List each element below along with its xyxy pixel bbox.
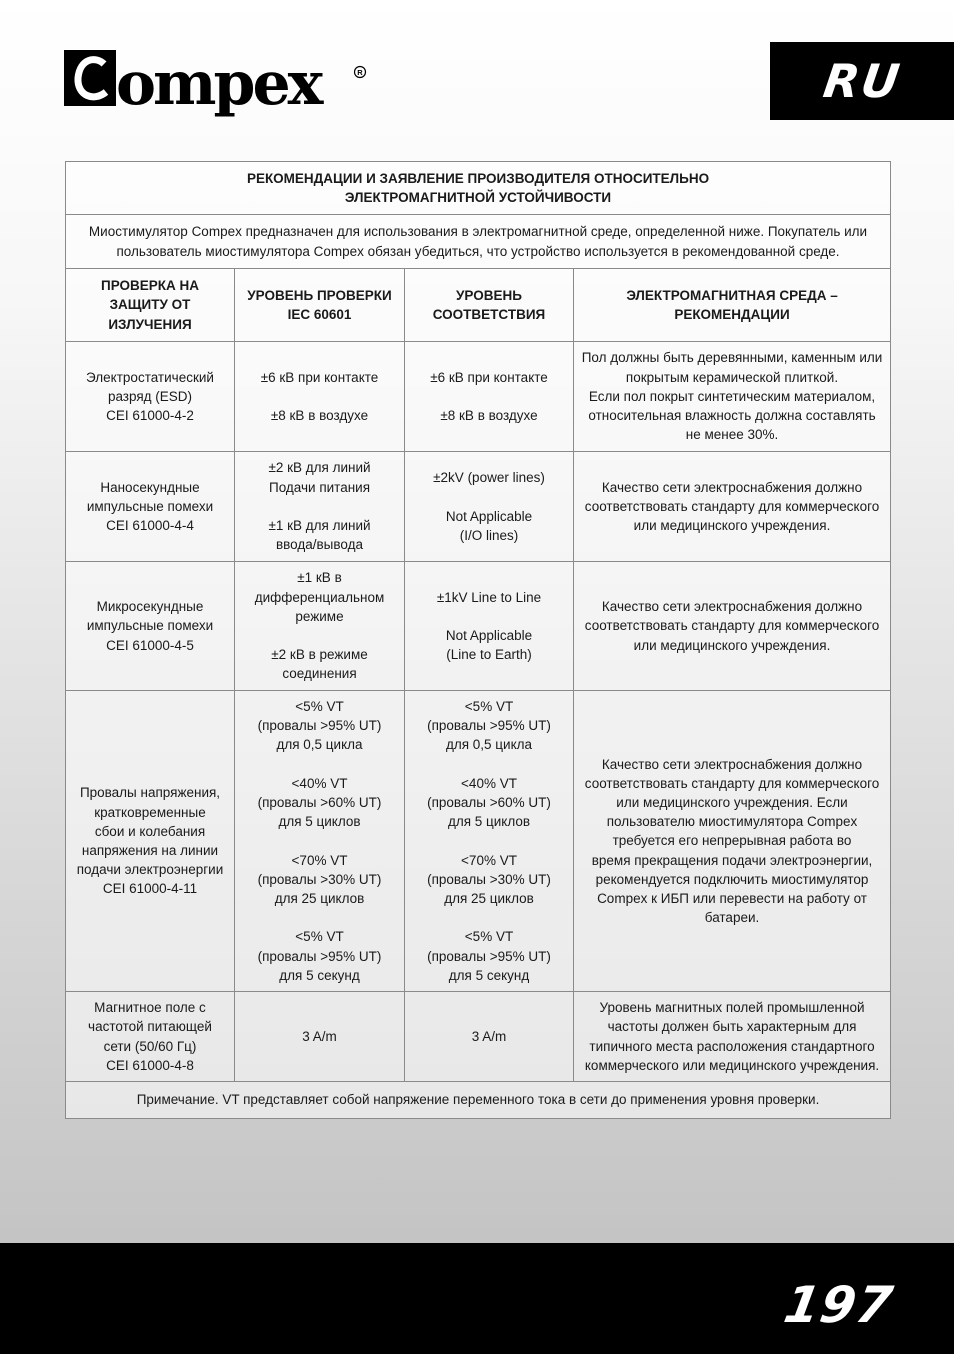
table-title <box>66 162 891 215</box>
language-code: RU <box>819 54 905 108</box>
header-environment: ЭЛЕКТРОМАГНИТНАЯ СРЕДА – РЕКОМЕНДАЦИИ <box>574 269 891 342</box>
row-compliance: <5% VT (провалы >95% UT) для 0,5 цикла <40% VT (провалы >60% UT) для 5 циклов <70% VT (провалы >30% UT) для 25 циклов <5% VT (провалы >95% UT) для 5 секунд <box>405 691 574 992</box>
table-intro: Миостимулятор Compex предназначен для использования в электромагнитной среде, определенной ниже. Покупатель или пользователь миостимулятора Compex обязан убедиться, что устройство используется в рекомендованной среде. <box>66 215 891 269</box>
row-test: Микросекундные импульсные помехи CEI 61000-4-5 <box>66 562 235 691</box>
header-test-level: УРОВЕНЬ ПРОВЕРКИ IEC 60601 <box>235 269 405 342</box>
row-level: ±6 кВ при контакте ±8 кВ в воздухе <box>235 342 405 452</box>
header-compliance-level: УРОВЕНЬ СООТВЕТСТВИЯ <box>405 269 574 342</box>
svg-text:R: R <box>357 68 363 77</box>
row-environment: Качество сети электроснабжения должно соответствовать стандарту для коммерческого или медицинского учреждения. <box>574 452 891 562</box>
footer-bar <box>0 1243 954 1354</box>
emc-immunity-table <box>65 161 891 1119</box>
table-row <box>66 562 891 691</box>
row-compliance: ±6 кВ при контакте ±8 кВ в воздухе <box>405 342 574 452</box>
row-compliance: ±2kV (power lines) Not Applicable (I/O lines) <box>405 452 574 562</box>
row-compliance: 3 A/m <box>405 992 574 1082</box>
table-row <box>66 452 891 562</box>
row-level: ±1 кВ в дифференциальном режиме ±2 кВ в режиме соединения <box>235 562 405 691</box>
row-level: 3 A/m <box>235 992 405 1082</box>
row-level: <5% VT (провалы >95% UT) для 0,5 цикла <40% VT (провалы >60% UT) для 5 циклов <70% VT (провалы >30% UT) для 25 циклов <5% VT (провалы >95% UT) для 5 секунд <box>235 691 405 992</box>
table-title-line-1: РЕКОМЕНДАЦИИ И ЗАЯВЛЕНИЕ ПРОИЗВОДИТЕЛЯ ОТНОСИТЕЛЬНО <box>246 170 710 186</box>
table-note: Примечание. VT представляет собой напряжение переменного тока в сети до применения уровня проверки. <box>66 1082 891 1119</box>
row-test: Наносекундные импульсные помехи CEI 61000-4-4 <box>66 452 235 562</box>
row-environment: Уровень магнитных полей промышленной частоты должен быть характерным для типичного места расположения стандартного коммерческого или медицинского учреждения. <box>574 992 891 1082</box>
table-title-line-2: ЭЛЕКТРОМАГНИТНОЙ УСТОЙЧИВОСТИ <box>344 190 612 205</box>
row-environment: Качество сети электроснабжения должно соответствовать стандарту для коммерческого или медицинского учреждения. <box>574 562 891 691</box>
row-level: ±2 кВ для линий Подачи питания ±1 кВ для линий ввода/вывода <box>235 452 405 562</box>
row-environment: Качество сети электроснабжения должно соответствовать стандарту для коммерческого или медицинского учреждения. Если пользователю миостимулятора Compex требуется его непрерывная работа во время прекращения подачи электроэнергии, рекомендуется подключить миостимулятор Compex к ИБП или перевести на работу от батареи. <box>574 691 891 992</box>
table-row <box>66 342 891 452</box>
page-number: 197 <box>779 1276 898 1334</box>
row-test: Провалы напряжения, кратковременные сбои и колебания напряжения на линии подачи электроэнергии CEI 61000-4-11 <box>66 691 235 992</box>
svg-text:ompex: ompex <box>116 49 321 119</box>
row-test: Электростатический разряд (ESD) CEI 61000-4-2 <box>66 342 235 452</box>
table-row <box>66 691 891 992</box>
language-badge <box>770 42 954 120</box>
row-test: Магнитное поле с частотой питающей сети (50/60 Гц) CEI 61000-4-8 <box>66 992 235 1082</box>
header-immunity-test: ПРОВЕРКА НА ЗАЩИТУ ОТ ИЗЛУЧЕНИЯ <box>66 269 235 342</box>
compex-logo <box>64 42 374 124</box>
row-compliance: ±1kV Line to Line Not Applicable (Line to Earth) <box>405 562 574 691</box>
table-row <box>66 992 891 1082</box>
row-environment: Пол должны быть деревянными, каменным или покрытым керамической плиткой. Если пол покрыт синтетическим материалом, относительная влажность должна составлять не менее 30%. <box>574 342 891 452</box>
